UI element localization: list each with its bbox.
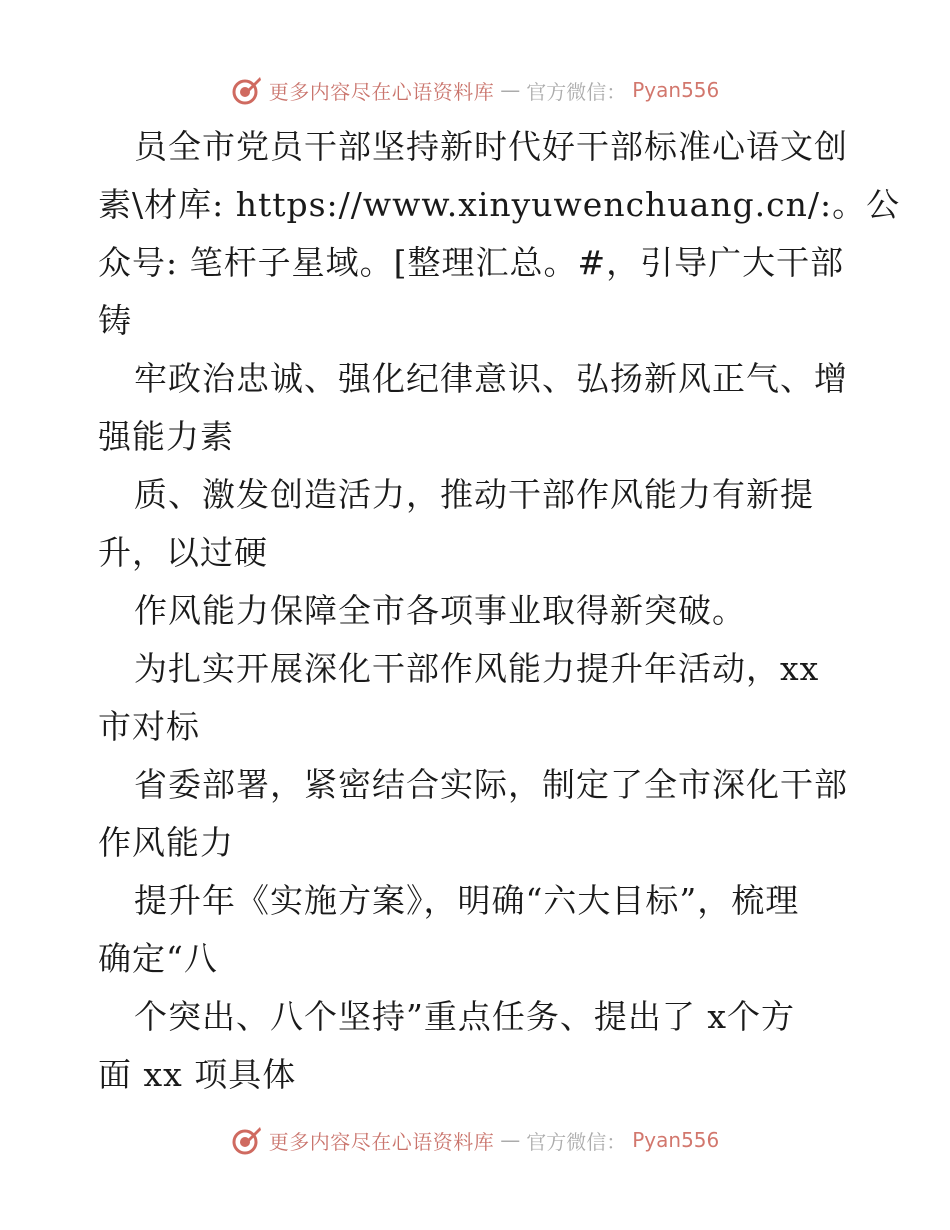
- header-wechat-label: 官方微信：: [526, 79, 627, 104]
- quill-logo-icon: [231, 74, 263, 106]
- body-line: 为扎实开展深化干部作风能力提升年活动，xx: [134, 649, 820, 688]
- header-banner-text: 更多内容尽在心语资料库: [268, 79, 495, 104]
- body-line: 提升年《实施方案》，明确“六大目标”，梳理: [134, 881, 800, 920]
- body-line: 质、激发创造活力，推动干部作风能力有新提: [134, 475, 814, 514]
- body-line: 个突出、八个坚持”重点任务、提出了 x个方: [134, 997, 795, 1036]
- body-line: 众号: 笔杆子星域。[整理汇总。#，引导广大干部: [98, 243, 845, 282]
- body-line: 面 xx 项具体: [98, 1055, 297, 1094]
- footer-wechat-id: Pyan556: [632, 1128, 720, 1152]
- header-banner: [0, 70, 950, 110]
- body-line: 市对标: [98, 707, 200, 746]
- body-line: 确定“八: [98, 939, 218, 978]
- body-line: 作风能力保障全市各项事业取得新突破。: [134, 591, 746, 630]
- footer-banner: [0, 1120, 950, 1160]
- quill-logo-icon: [231, 1124, 263, 1156]
- footer-wechat-label: 官方微信：: [526, 1129, 627, 1154]
- document-body: [98, 118, 901, 1104]
- header-wechat-id: Pyan556: [632, 78, 720, 102]
- body-line: 牢政治忠诚、强化纪律意识、弘扬新风正气、增: [134, 359, 848, 398]
- footer-banner-separator: —: [500, 1128, 521, 1152]
- body-line: 作风能力: [98, 823, 234, 862]
- header-banner-separator: —: [500, 78, 521, 102]
- body-line: 员全市党员干部坚持新时代好干部标准心语文创: [134, 127, 848, 166]
- footer-banner-text: 更多内容尽在心语资料库: [268, 1129, 495, 1154]
- header-banner-content: [231, 74, 720, 106]
- footer-banner-content: [231, 1124, 720, 1156]
- body-line: 省委部署，紧密结合实际，制定了全市深化干部: [134, 765, 848, 804]
- body-line: 升，以过硬: [98, 533, 268, 572]
- body-line: 铸: [98, 301, 132, 340]
- body-line: 素\材库: https://www.xinyuwenchuang.cn/:。公: [98, 185, 901, 224]
- body-line: 强能力素: [98, 417, 234, 456]
